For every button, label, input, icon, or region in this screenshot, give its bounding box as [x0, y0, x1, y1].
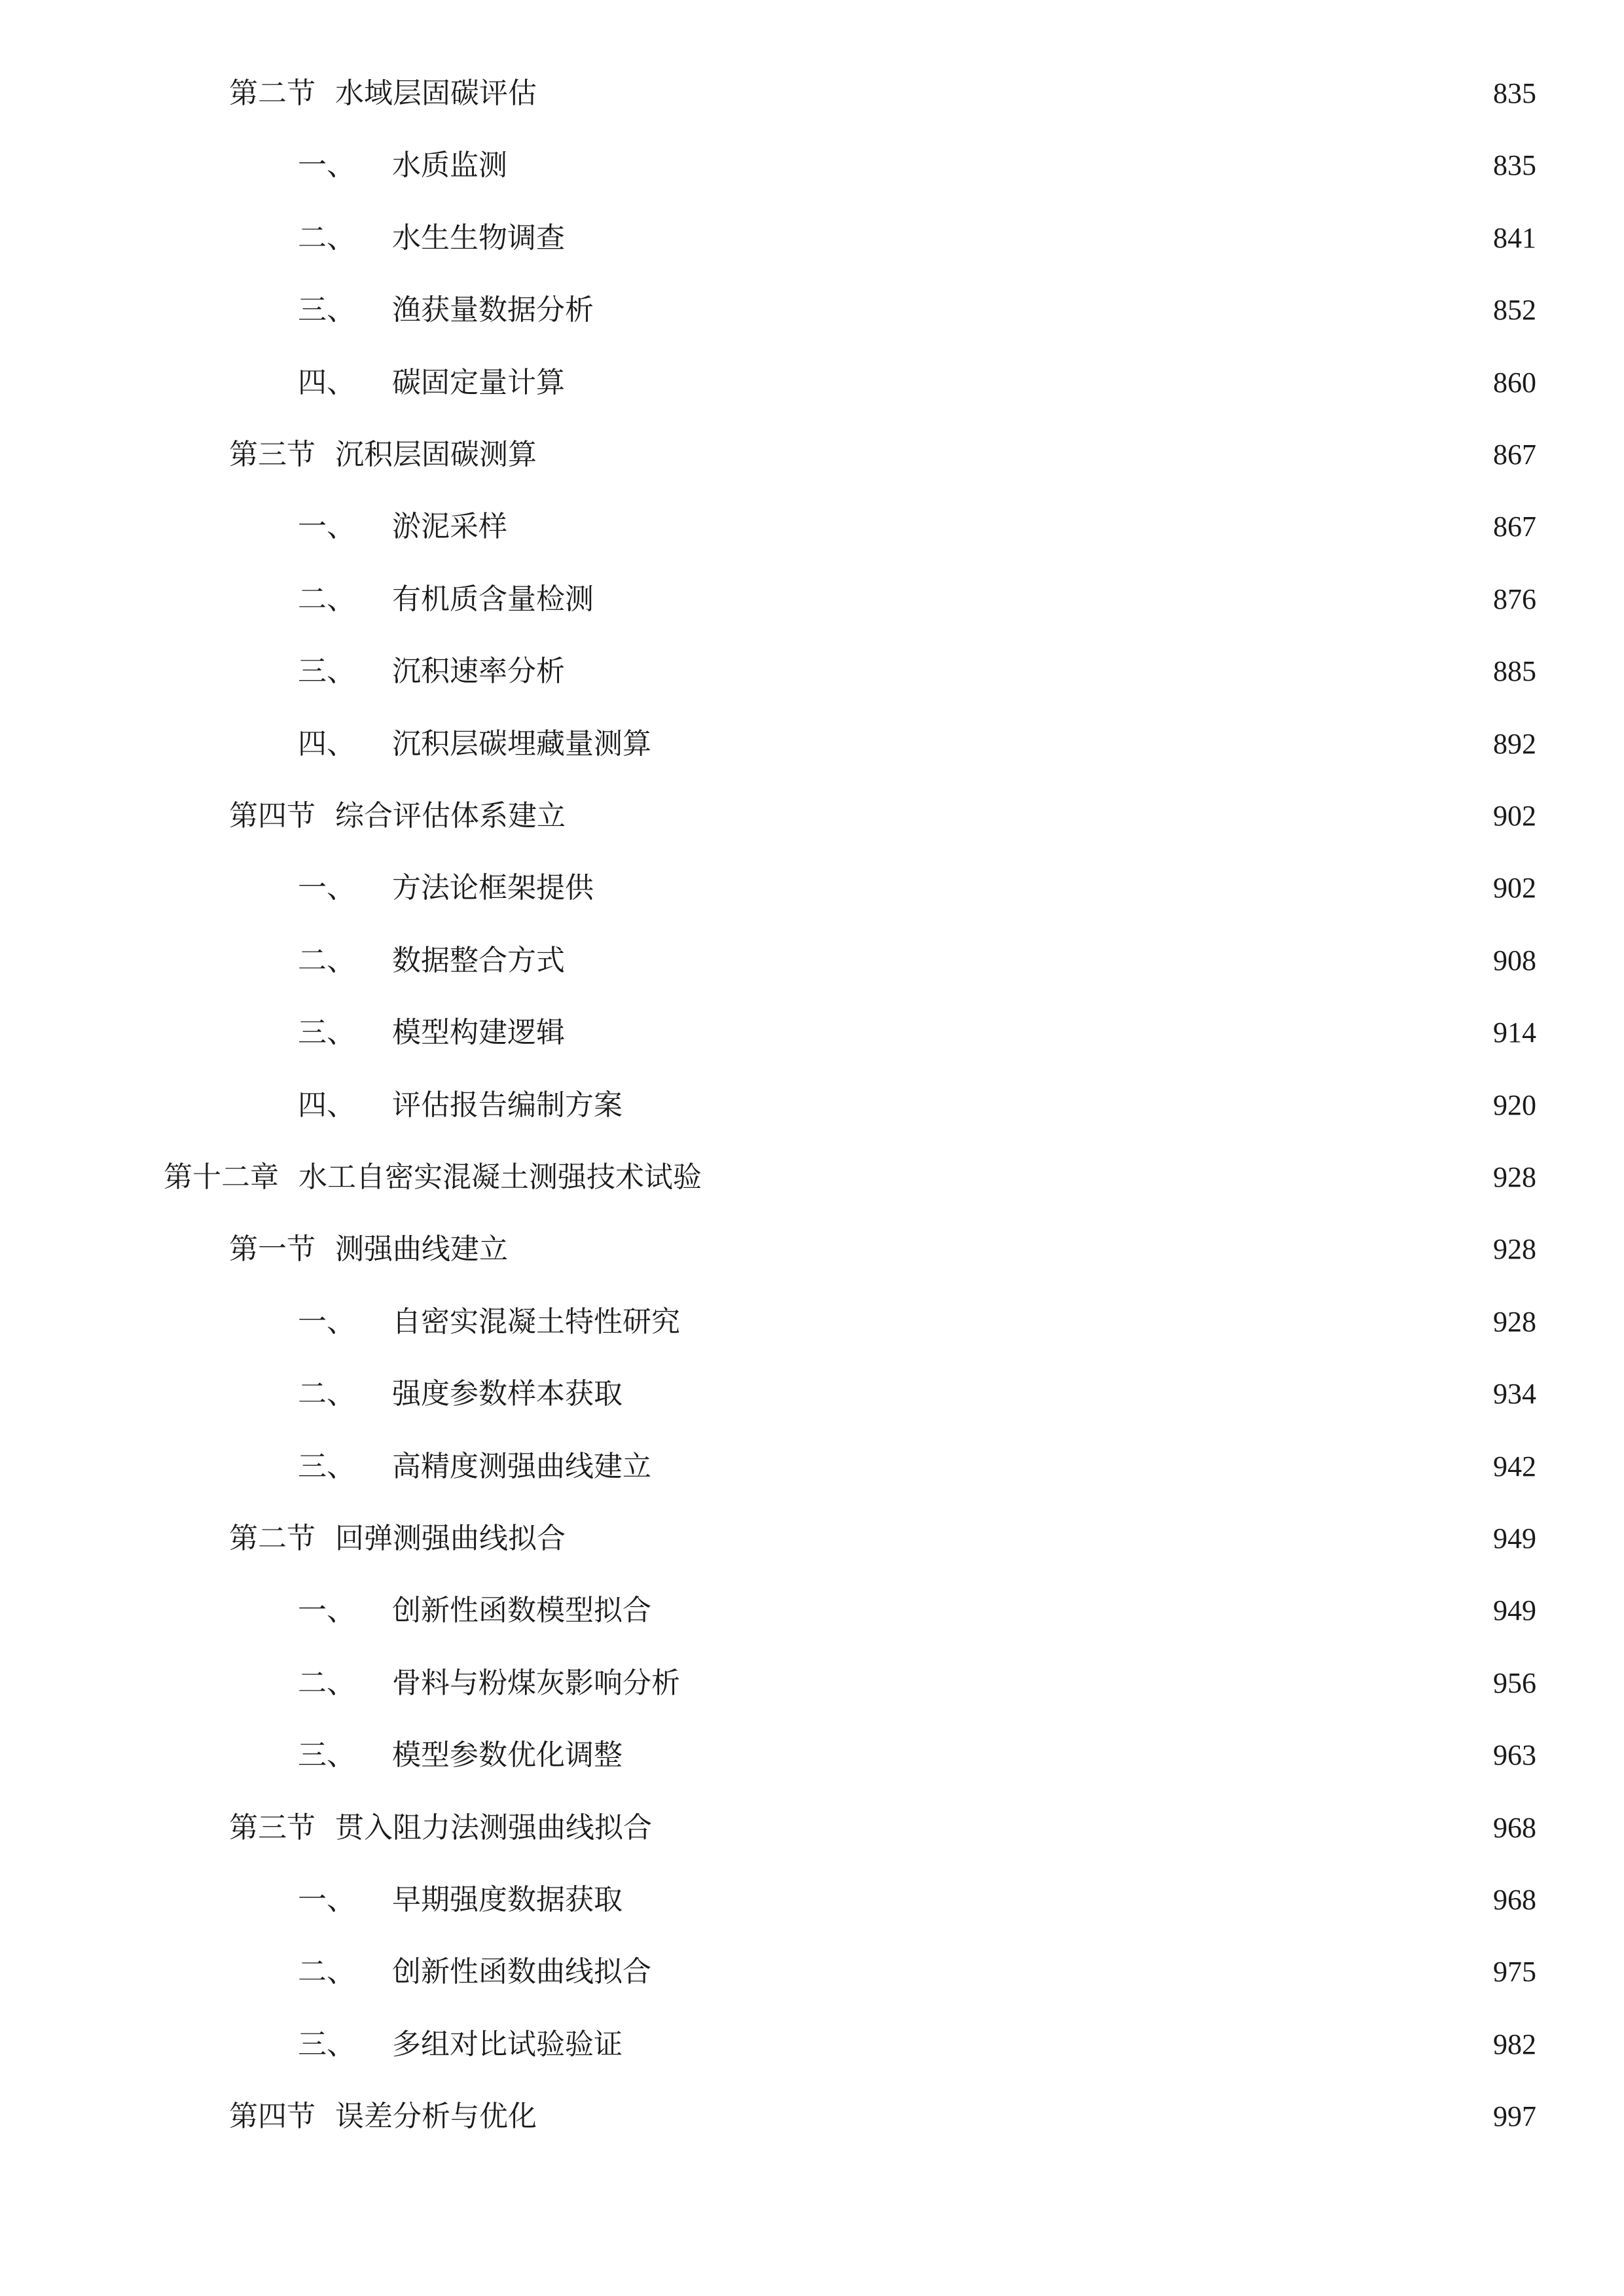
toc-entry[interactable]: [0, 1441, 1624, 1493]
toc-entry[interactable]: [0, 1657, 1624, 1710]
toc-entry-title: 方法论框架提供: [392, 871, 594, 905]
toc-entry-label: 一、: [298, 1304, 355, 1338]
toc-entry-page-number: 942: [1493, 1450, 1536, 1482]
toc-entry-page-number: 914: [1493, 1016, 1536, 1049]
toc-entry-title: 渔获量数据分析: [392, 293, 594, 327]
toc-entry-label: 一、: [298, 871, 355, 905]
toc-entry-label: 三、: [298, 293, 355, 327]
toc-entry-label: 二、: [298, 943, 355, 977]
toc-entry-label: 第二节: [229, 1522, 316, 1555]
toc-entry-label: 三、: [298, 655, 355, 689]
toc-entry-page-number: 908: [1493, 944, 1536, 977]
toc-entry-page-number: 956: [1493, 1666, 1536, 1699]
toc-entry[interactable]: [0, 1296, 1624, 1348]
toc-entry[interactable]: [0, 1874, 1624, 1926]
dot-leader: [574, 657, 1479, 686]
toc-entry-label: 三、: [298, 1016, 355, 1050]
dot-leader: [603, 874, 1479, 903]
toc-entry[interactable]: [0, 1151, 1624, 1204]
toc-entry-page-number: 885: [1493, 655, 1536, 688]
toc-entry-label: 四、: [298, 1088, 355, 1122]
toc-entry[interactable]: [0, 1802, 1624, 1854]
dot-leader: [632, 1091, 1479, 1120]
toc-entry-title: 模型构建逻辑: [392, 1016, 565, 1050]
toc-entry-page-number: 997: [1493, 2100, 1536, 2133]
toc-entry-page-number: 949: [1493, 1522, 1536, 1554]
toc-entry[interactable]: [0, 212, 1624, 264]
toc-entry[interactable]: [0, 1513, 1624, 1565]
toc-entry[interactable]: [0, 2090, 1624, 2143]
toc-entry-label: 四、: [298, 365, 355, 399]
toc-entry-title: 高精度测强曲线建立: [392, 1449, 651, 1483]
toc-entry[interactable]: [0, 1079, 1624, 1132]
toc-entry-label: 一、: [298, 149, 355, 183]
toc-entry[interactable]: [0, 645, 1624, 698]
toc-entry-label: 第四节: [229, 2100, 316, 2134]
toc-entry-label: 一、: [298, 1883, 355, 1916]
toc-entry-label: 第四节: [229, 799, 316, 833]
toc-entry[interactable]: [0, 935, 1624, 987]
toc-entry-title: 误差分析与优化: [335, 2100, 537, 2134]
toc-entry-page-number: 852: [1493, 294, 1536, 327]
dot-leader: [660, 1452, 1479, 1481]
toc-entry-label: 二、: [298, 1377, 355, 1411]
toc-entry[interactable]: [0, 790, 1624, 842]
toc-entry-title: 水工自密实混凝土测强技术试验: [298, 1160, 702, 1194]
dot-leader: [689, 1308, 1479, 1336]
toc-entry-title: 贯入阻力法测强曲线拟合: [335, 1810, 652, 1844]
toc-entry[interactable]: [0, 1729, 1624, 1782]
toc-entry-label: 二、: [298, 1955, 355, 1989]
toc-entry-label: 一、: [298, 1594, 355, 1628]
toc-entry-label: 第三节: [229, 438, 316, 471]
dot-leader: [574, 368, 1479, 397]
dot-leader: [516, 512, 1479, 541]
toc-entry-page-number: 928: [1493, 1161, 1536, 1193]
toc-entry-page-number: 982: [1493, 2028, 1536, 2060]
toc-entry[interactable]: [0, 718, 1624, 770]
dot-leader: [711, 1163, 1479, 1192]
dot-leader: [660, 1958, 1479, 1986]
toc-entry-label: 三、: [298, 2027, 355, 2061]
dot-leader: [632, 1886, 1479, 1914]
toc-entry-page-number: 928: [1493, 1305, 1536, 1338]
toc-entry[interactable]: [0, 1946, 1624, 1998]
toc-entry-title: 测强曲线建立: [335, 1232, 508, 1266]
dot-leader: [546, 79, 1479, 108]
toc-entry-title: 强度参数样本获取: [392, 1377, 623, 1411]
toc-entry-page-number: 968: [1493, 1884, 1536, 1916]
toc-entry-label: 三、: [298, 1449, 355, 1483]
toc-entry-title: 有机质含量检测: [392, 582, 594, 616]
toc-entry-label: 第二节: [229, 77, 316, 110]
toc-entry-label: 四、: [298, 726, 355, 761]
dot-leader: [574, 1018, 1479, 1047]
toc-entry-label: 第十二章: [164, 1160, 279, 1194]
toc-entry-page-number: 928: [1493, 1233, 1536, 1266]
toc-entry-title: 回弹测强曲线拟合: [335, 1522, 566, 1555]
toc-entry-title: 数据整合方式: [392, 943, 565, 977]
dot-leader: [546, 2102, 1479, 2131]
toc-entry-page-number: 975: [1493, 1956, 1536, 1988]
dot-leader: [660, 730, 1479, 759]
toc-entry-title: 沉积层固碳测算: [335, 438, 537, 471]
dot-leader: [603, 296, 1479, 325]
toc-entry-page-number: 934: [1493, 1378, 1536, 1410]
toc-entry[interactable]: [0, 501, 1624, 553]
toc-entry-page-number: 841: [1493, 221, 1536, 254]
toc-entry-label: 第三节: [229, 1810, 316, 1844]
toc-entry-page-number: 892: [1493, 727, 1536, 760]
toc-entry-page-number: 920: [1493, 1088, 1536, 1121]
toc-entry-page-number: 949: [1493, 1594, 1536, 1627]
dot-leader: [574, 224, 1479, 253]
toc-entry-title: 水生生物调查: [392, 221, 565, 255]
toc-entry[interactable]: [0, 2018, 1624, 2071]
dot-leader: [574, 946, 1479, 975]
dot-leader: [661, 1814, 1479, 1842]
toc-entry-title: 骨料与粉煤灰影响分析: [392, 1666, 680, 1700]
toc-entry-page-number: 902: [1493, 800, 1536, 832]
toc-entry-title: 早期强度数据获取: [392, 1883, 623, 1916]
dot-leader: [575, 1524, 1479, 1553]
toc-entry-label: 二、: [298, 221, 355, 255]
toc-entry[interactable]: [0, 1007, 1624, 1059]
toc-entry-label: 一、: [298, 510, 355, 544]
toc-entry-title: 淤泥采样: [392, 510, 507, 544]
toc-entry-label: 二、: [298, 1666, 355, 1700]
dot-leader: [660, 1596, 1479, 1625]
toc-entry[interactable]: [0, 573, 1624, 626]
toc-entry-label: 二、: [298, 582, 355, 616]
toc-entry-title: 综合评估体系建立: [335, 799, 566, 833]
toc-entry-title: 模型参数优化调整: [392, 1738, 623, 1772]
toc-entry-label: 第一节: [229, 1232, 316, 1266]
toc-entry[interactable]: [0, 284, 1624, 336]
toc-entry-title: 创新性函数曲线拟合: [392, 1955, 651, 1989]
toc-entry-title: 评估报告编制方案: [392, 1088, 623, 1122]
toc-entry-label: 三、: [298, 1738, 355, 1772]
dot-leader: [632, 1741, 1479, 1770]
toc-entry-page-number: 876: [1493, 583, 1536, 615]
toc-entry-title: 多组对比试验验证: [392, 2027, 623, 2061]
dot-leader: [632, 1380, 1479, 1408]
dot-leader: [603, 585, 1479, 614]
toc-entry[interactable]: [0, 1368, 1624, 1420]
toc-entry[interactable]: [0, 1223, 1624, 1276]
toc-entry[interactable]: [0, 1585, 1624, 1637]
toc-entry[interactable]: [0, 862, 1624, 914]
toc-entry-page-number: 963: [1493, 1739, 1536, 1772]
toc-entry[interactable]: [0, 429, 1624, 481]
toc-entry-page-number: 902: [1493, 872, 1536, 905]
toc-entry[interactable]: [0, 67, 1624, 120]
dot-leader: [517, 1235, 1479, 1264]
toc-entry-title: 碳固定量计算: [392, 365, 565, 399]
dot-leader: [632, 2030, 1479, 2059]
toc-entry-title: 沉积速率分析: [392, 655, 565, 689]
toc-entry-page-number: 860: [1493, 366, 1536, 399]
toc-entry-page-number: 867: [1493, 439, 1536, 471]
dot-leader: [516, 151, 1479, 180]
toc-entry-title: 水质监测: [392, 149, 507, 183]
toc-entry-page-number: 867: [1493, 511, 1536, 543]
toc-entry[interactable]: [0, 139, 1624, 192]
toc-entry-title: 水域层固碳评估: [335, 77, 537, 110]
toc-entry-page-number: 968: [1493, 1811, 1536, 1844]
toc-entry-page-number: 835: [1493, 77, 1536, 109]
dot-leader: [575, 802, 1479, 831]
dot-leader: [689, 1669, 1479, 1698]
toc-entry[interactable]: [0, 357, 1624, 409]
toc-entry-title: 沉积层碳埋藏量测算: [392, 726, 651, 761]
toc-entry-page-number: 835: [1493, 149, 1536, 182]
toc-entry-title: 自密实混凝土特性研究: [392, 1304, 680, 1338]
toc-entry-title: 创新性函数模型拟合: [392, 1594, 651, 1628]
dot-leader: [546, 440, 1479, 469]
